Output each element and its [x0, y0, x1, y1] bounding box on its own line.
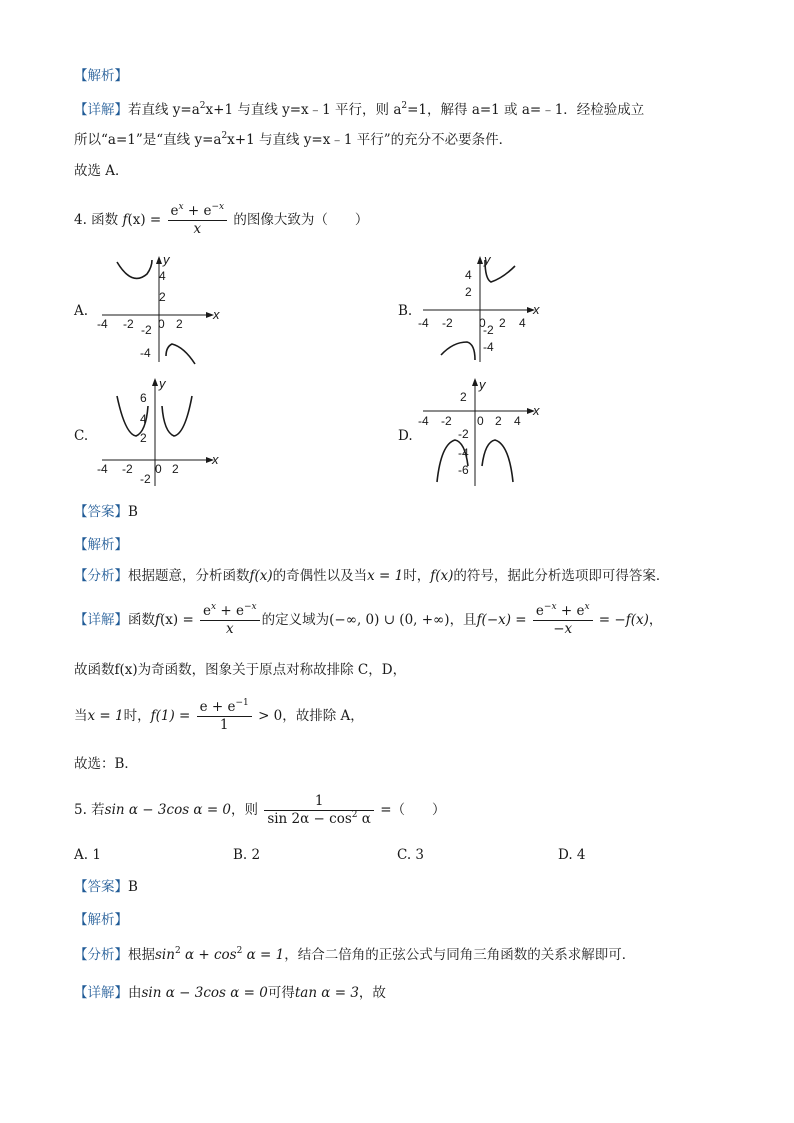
svg-text:0: 0	[155, 462, 162, 476]
svg-text:0: 0	[158, 317, 165, 331]
svg-text:y: y	[479, 377, 486, 392]
q5-jiexi: 【解析】	[74, 912, 128, 928]
jiexi-heading: 【解析】	[74, 68, 128, 84]
q5-option-b: B. 2	[233, 847, 261, 863]
svg-text:x: x	[533, 302, 540, 317]
svg-text:2: 2	[465, 285, 472, 299]
svg-text:-2: -2	[483, 323, 494, 337]
svg-text:-2: -2	[442, 316, 453, 330]
svg-text:y: y	[163, 252, 170, 267]
svg-text:2: 2	[172, 462, 179, 476]
svg-text:-2: -2	[141, 323, 152, 337]
svg-text:-4: -4	[458, 446, 469, 460]
q5-answer: 【答案】B	[74, 879, 138, 895]
q4-answer: 【答案】B	[74, 504, 138, 520]
svg-text:-4: -4	[140, 346, 151, 360]
svg-text:-4: -4	[483, 340, 494, 354]
svg-text:x: x	[533, 403, 540, 418]
svg-text:-2: -2	[140, 472, 151, 486]
svg-text:x: x	[213, 307, 220, 322]
svg-text:y: y	[159, 376, 166, 391]
q4-graph-a	[92, 252, 222, 371]
q5-option-c: C. 3	[397, 847, 425, 863]
q4-analysis: 【分析】根据题意，分析函数f(x)的奇偶性以及当x = 1时，f(x)的符号，据此分析选项即可得答案．	[74, 568, 670, 584]
q4-jiexi: 【解析】	[74, 537, 128, 553]
q5-detail: 【详解】由sin α − 3cos α = 0可得tan α = 3，故	[74, 985, 386, 1001]
svg-text:2: 2	[159, 290, 166, 304]
svg-text:-4: -4	[97, 462, 108, 476]
svg-text:4: 4	[140, 412, 147, 426]
q4-graph-b	[413, 252, 548, 371]
svg-text:2: 2	[460, 390, 467, 404]
q4-fraction: $\frac{e^x + e^{-x}}{x}$	[168, 203, 228, 238]
q4-eval: 当x = 1时，f(1) = $\frac{e + e^{-1}}{1}$ > 0，故排除 A，	[74, 698, 364, 733]
svg-text:-2: -2	[122, 462, 133, 476]
svg-text:6: 6	[140, 391, 147, 405]
svg-text:0: 0	[479, 316, 486, 330]
svg-text:4: 4	[159, 269, 166, 283]
q4-odd-function: 故函数f(x)为奇函数，图象关于原点对称故排除 C，D，	[74, 662, 407, 678]
svg-text:-4: -4	[418, 414, 429, 428]
svg-text:-2: -2	[441, 414, 452, 428]
svg-text:4: 4	[519, 316, 526, 330]
svg-text:0: 0	[477, 414, 484, 428]
q4-option-a-label: A.	[74, 303, 89, 319]
q3-conclusion: 所以“a=1”是“直线 $y=a^2x+1$ 与直线 y=x﹣1 平行”的充分不必要条件．	[74, 131, 513, 148]
q4-detail: 【详解】函数f(x) = $\frac{e^x + e^{-x}}{x}$ 的定义域为(−∞, 0) ∪ (0, +∞)，且f(−x) = $\frac{e^{-x} + e^x}{-x}$ = −f(x)，	[74, 602, 663, 637]
svg-text:-4: -4	[418, 316, 429, 330]
svg-text:-6: -6	[458, 463, 469, 477]
svg-text:2: 2	[495, 414, 502, 428]
q4-graph-c	[92, 376, 222, 495]
q4-choice: 故选：B．	[74, 756, 138, 772]
q5-option-d: D. 4	[558, 847, 586, 863]
q4-option-b-label: B.	[398, 303, 413, 319]
q4-option-d-label: D.	[398, 428, 413, 444]
svg-text:2: 2	[140, 431, 147, 445]
svg-text:2: 2	[499, 316, 506, 330]
q5-analysis: 【分析】根据$\sin^2 \alpha + \cos^2 \alpha = 1$，结合二倍角的正弦公式与同角三角函数的关系求解即可．	[74, 946, 636, 963]
q5-option-a: A. 1	[74, 847, 101, 863]
svg-text:4: 4	[514, 414, 521, 428]
q3-detail: 【详解】若直线 $y=a^2x+1$ 与直线 y=x﹣1 平行，则 $a^2=1$，解得 a=1 或 a=﹣1．经检验成立	[74, 101, 645, 118]
q4-stem: 4. 函数 f(x) = $\frac{e^x + e^{-x}}{x}$ 的图像大致为（ ）	[74, 202, 369, 237]
svg-text:-2: -2	[458, 427, 469, 441]
svg-text:-2: -2	[123, 317, 134, 331]
svg-text:-4: -4	[97, 317, 108, 331]
svg-text:4: 4	[465, 268, 472, 282]
svg-text:y: y	[484, 252, 491, 267]
q5-stem: 5. 若sin α − 3cos α = 0，则 $\frac{1}{\sin 2\alpha - \cos^2 \alpha}$ =（ ）	[74, 793, 446, 827]
q4-graph-d	[413, 376, 548, 495]
q3-choice: 故选 A．	[74, 163, 129, 179]
svg-text:x: x	[212, 452, 219, 467]
svg-text:2: 2	[176, 317, 183, 331]
q4-option-c-label: C.	[74, 428, 89, 444]
